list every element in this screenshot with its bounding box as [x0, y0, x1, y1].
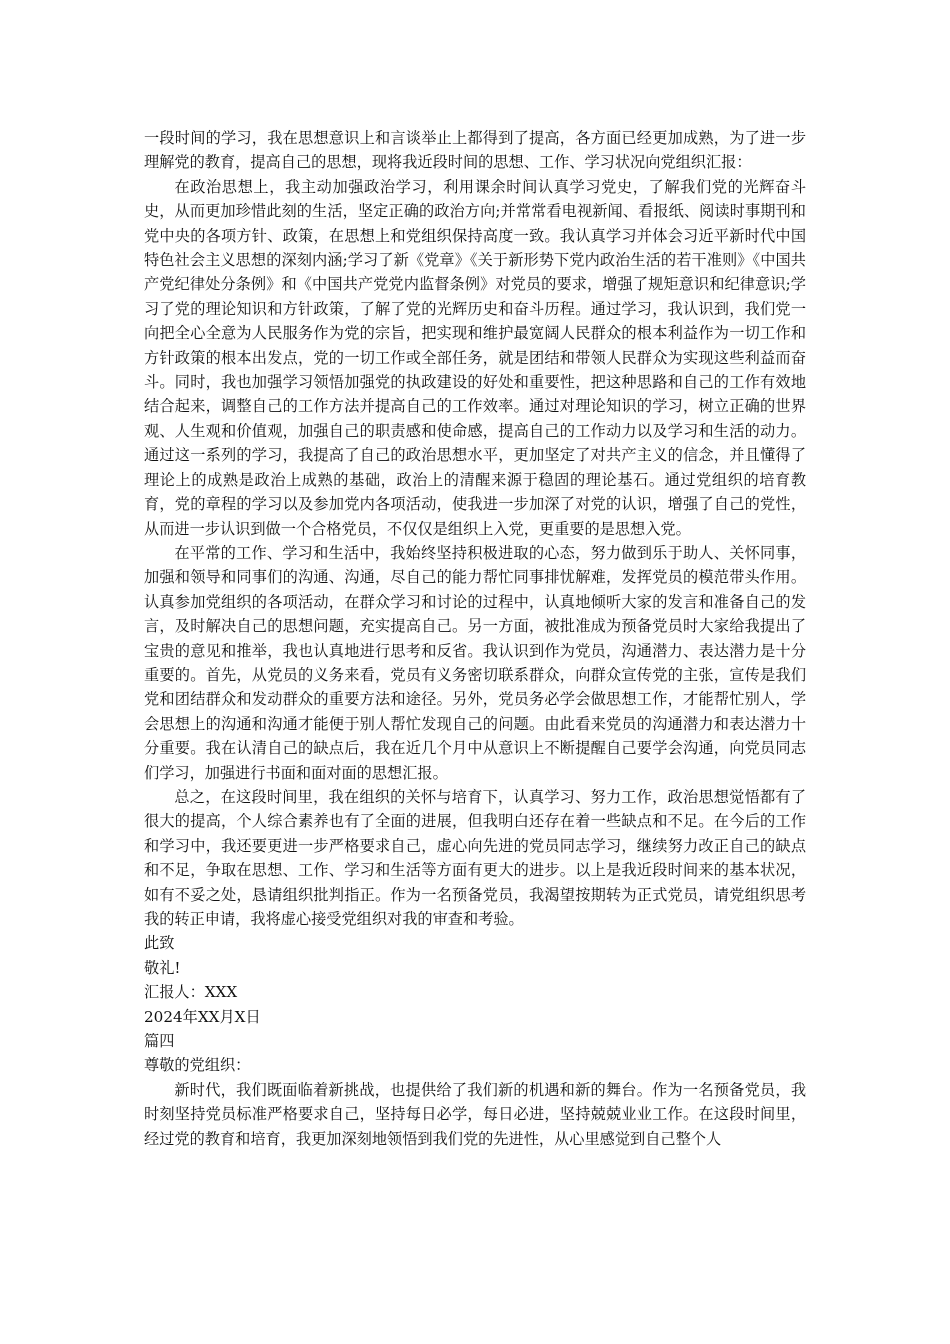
intro-paragraph: 一段时间的学习，我在思想意识上和言谈举止上都得到了提高，各方面已经更加成熟，为了进一步理解党的教育，提高自己的思想，现将我近段时间的思想、工作、学习状况向党组织汇报： — [144, 129, 806, 172]
salute-line: 敬礼! — [144, 958, 181, 977]
work-study-paragraph: 在平常的工作、学习和生活中，我始终坚持积极进取的心态，努力做到乐于助人、关怀同事，加强和领导和同事们的沟通、沟通，尽自己的能力帮忙同事排忧解难，发挥党员的模范带头作用。认真参加党组织的各项活动，在群众学习和讨论的过程中，认真地倾听大家的发言和准备自己的发言，及时解决自己的思想问题，充实提高自己。另一方面，被批准成为预备党员时大家给我提出了宝贵的意见和推举，我也认真地进行思考和反省。我认识到作为党员，沟通潜力、表达潜力是十分重要的。首先，从党员的义务来看，党员有义务密切联系群众，向群众宣传党的主张，宣传是我们党和团结群众和发动群众的重要方法和途径。另外，党员务必学会做思想工作，才能帮忙别人，学会思想上的沟通和沟通才能便于别人帮忙发现自己的问题。由此看来党员的沟通潜力和表达潜力十分重要。我在认清自己的缺点后，我在近几个月中从意识上不断提醒自己要学会沟通，向党员同志们学习，加强进行书面和面对面的思想汇报。 — [144, 543, 806, 782]
document-page — [144, 126, 806, 1151]
political-thought-paragraph: 在政治思想上，我主动加强政治学习，利用课余时间认真学习党史，了解我们党的光辉奋斗史，从而更加珍惜此刻的生活，坚定正确的政治方向;并常常看电视新闻、看报纸、阅读时事期刊和党中央的各项方针、政策，在思想上和党组织保持高度一致。我认真学习并体会习近平新时代中国特色社会主义思想的深刻内涵;学习了新《党章》《关于新形势下党内政治生活的若干准则》《中国共产党纪律处分条例》和《中国共产党党内监督条例》对党员的要求，增强了规矩意识和纪律意识;学习了党的理论知识和方针政策，了解了党的光辉历史和奋斗历程。通过学习，我认识到，我们党一向把全心全意为人民服务作为党的宗旨，把实现和维护最宽阔人民群众的根本利益作为一切工作和方针政策的根本出发点，党的一切工作或全部任务，就是团结和带领人民群众为实现这些利益而奋斗。同时，我也加强学习领悟加强党的执政建设的好处和重要性，把这种思路和自己的工作有效地结合起来，调整自己的工作方法并提高自己的工作效率。通过对理论知识的学习，树立正确的世界观、人生观和价值观，加强自己的职责感和使命感，提高自己的工作动力以及学习和生活的动力。通过这一系列的学习，我提高了自己的政治思想水平，更加坚定了对共产主义的信念，并且懂得了理论上的成熟是政治上成熟的基础，政治上的清醒来源于稳固的理论基石。通过党组织的培育教育，党的章程的学习以及参加党内各项活动，使我进一步加深了对党的认识，增强了自己的党性，从而进一步认识到做一个合格党员，不仅仅是组织上入党，更重要的是思想入党。 — [144, 177, 806, 538]
closing-line: 此致 — [144, 934, 175, 953]
reporter-line: 汇报人：XXX — [144, 983, 238, 1002]
greeting-line: 尊敬的党组织： — [144, 1056, 251, 1075]
summary-paragraph: 总之，在这段时间里，我在组织的关怀与培育下，认真学习、努力工作，政治思想觉悟都有了很大的提高，个人综合素养也有了全面的进展，但我明白还存在着一些缺点和不足。在今后的工作和学习中，我还要更进一步严格要求自己，虚心向先进的党员同志学习，继续努力改正自己的缺点和不足，争取在思想、工作、学习和生活等方面有更大的进步。以上是我近段时间来的基本状况，如有不妥之处，恳请组织批判指正。作为一名预备党员，我渴望按期转为正式党员，请党组织思考我的转正申请，我将虚心接受党组织对我的审查和考验。 — [144, 787, 806, 928]
section-title: 篇四 — [144, 1032, 175, 1051]
next-section-paragraph: 新时代，我们既面临着新挑战，也提供给了我们新的机遇和新的舞台。作为一名预备党员，我时刻坚持党员标准严格要求自己，坚持每日必学，每日必进，坚持兢兢业业工作。在这段时间里，经过党的教育和培育，我更加深刻地领悟到我们党的先进性，从心里感觉到自己整个人 — [144, 1080, 806, 1148]
date-line: 2024年XX月X日 — [144, 1007, 261, 1026]
